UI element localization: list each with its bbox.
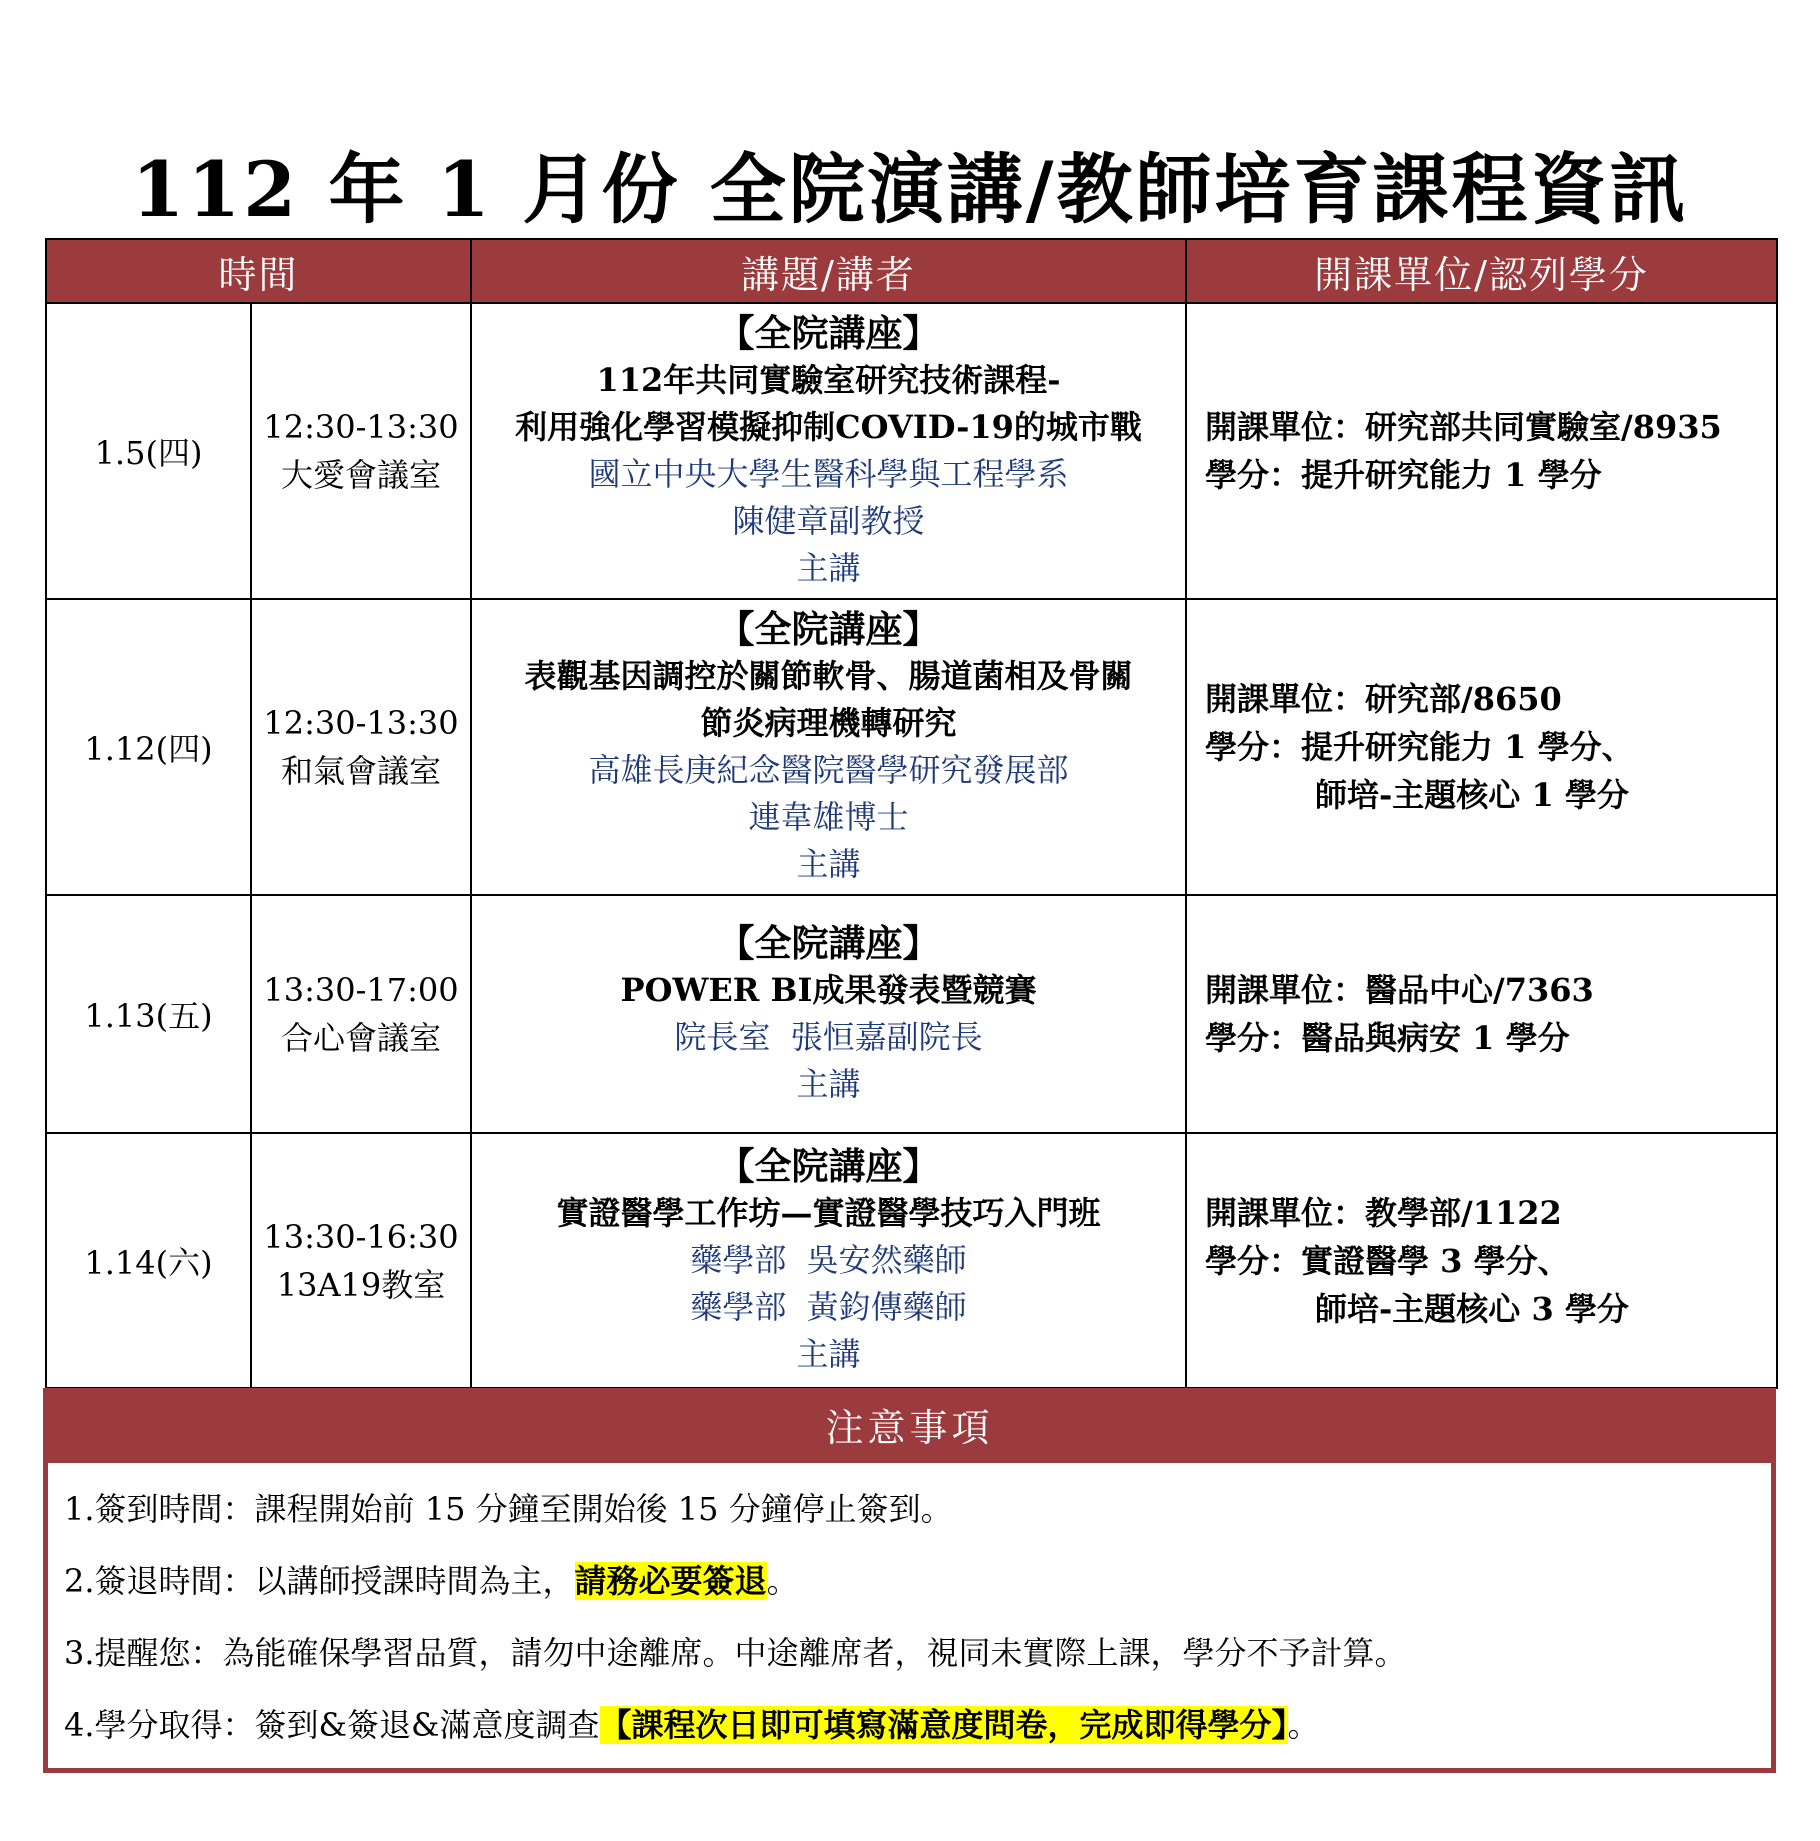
session-time: 13:30-17:00 (263, 971, 459, 1009)
session-topic-cell (471, 895, 1186, 1133)
session-speaker-line: 主講 (796, 1065, 861, 1103)
session-title-line: 實證醫學工作坊—實證醫學技巧入門班 (556, 1194, 1101, 1232)
note-item (64, 1545, 1771, 1617)
notes-panel (43, 1388, 1776, 1773)
session-date: 1.14(六) (46, 1133, 251, 1388)
session-unit-cell (1186, 895, 1777, 1133)
session-kind: 【全院講座】 (717, 921, 940, 965)
note-highlight: 請務必要簽退 (574, 1562, 767, 1600)
note-text: 4.學分取得：簽到&簽退&滿意度調查 (64, 1706, 600, 1744)
session-date: 1.13(五) (46, 895, 251, 1133)
session-unit: 開課單位：教學部/1122 (1205, 1193, 1562, 1232)
session-speaker-line: 主講 (796, 549, 861, 587)
session-kind: 【全院講座】 (717, 311, 940, 355)
session-speaker-line: 陳健章副教授 (732, 502, 925, 540)
note-suffix: 。 (1287, 1706, 1320, 1744)
session-unit-cell (1186, 599, 1777, 895)
session-speaker-line: 主講 (796, 1335, 861, 1373)
session-title-line: 112年共同實驗室研究技術課程- (596, 361, 1061, 399)
note-item (64, 1617, 1771, 1689)
table-header-row (46, 239, 1777, 303)
session-time: 12:30-13:30 (263, 408, 459, 446)
session-room: 和氣會議室 (281, 752, 442, 790)
session-credit-line: 學分：實證醫學 3 學分、 (1205, 1241, 1570, 1280)
session-unit: 開課單位：醫品中心/7363 (1205, 971, 1594, 1009)
session-unit-cell (1186, 1133, 1777, 1388)
session-credit-line: 學分：提升研究能力 1 學分、 (1205, 728, 1634, 766)
note-text: 1.簽到時間：課程開始前 15 分鐘至開始後 15 分鐘停止簽到。 (64, 1490, 953, 1528)
session-speaker-line: 藥學部 黃鈞傳藥師 (690, 1288, 967, 1326)
session-title-line: POWER BI成果發表暨競賽 (620, 971, 1037, 1009)
header-time: 時間 (46, 239, 471, 303)
session-room: 合心會議室 (281, 1019, 442, 1057)
notes-list (48, 1463, 1771, 1761)
session-kind: 【全院講座】 (717, 1144, 940, 1188)
session-speaker-line: 連韋雄博士 (748, 798, 909, 836)
note-item (64, 1473, 1771, 1545)
session-topic-cell (471, 303, 1186, 599)
note-text: 3.提醒您：為能確保學習品質，請勿中途離席。中途離席者，視同未實際上課，學分不予計算。 (64, 1634, 1407, 1672)
session-title-line: 節炎病理機轉研究 (700, 704, 957, 742)
session-unit: 開課單位：研究部共同實驗室/8935 (1205, 408, 1722, 446)
session-time-cell (251, 895, 471, 1133)
notes-heading: 注意事項 (48, 1393, 1771, 1463)
table-row (46, 303, 1777, 599)
schedule-table (45, 238, 1778, 1389)
session-speaker-line: 院長室 張恒嘉副院長 (674, 1018, 983, 1056)
session-credit-line: 學分：醫品與病安 1 學分 (1205, 1019, 1570, 1057)
table-row (46, 599, 1777, 895)
session-time-cell (251, 303, 471, 599)
session-time-cell (251, 599, 471, 895)
session-time: 12:30-13:30 (263, 704, 459, 742)
session-credit-line: 師培-主題核心 1 學分 (1315, 776, 1629, 814)
note-item (64, 1689, 1771, 1761)
session-title-line: 表觀基因調控於關節軟骨、腸道菌相及骨關 (524, 657, 1133, 695)
note-suffix: 。 (766, 1562, 799, 1600)
header-unit: 開課單位/認列學分 (1186, 239, 1777, 303)
session-date: 1.5(四) (46, 303, 251, 599)
note-highlight: 【課程次日即可填寫滿意度問卷，完成即得學分】 (599, 1706, 1288, 1744)
session-date: 1.12(四) (46, 599, 251, 895)
page-title: 112 年 1 月份 全院演講/教師培育課程資訊 (131, 145, 1689, 234)
session-credit-line: 師培-主題核心 3 學分 (1315, 1289, 1629, 1328)
session-room: 大愛會議室 (281, 456, 442, 494)
session-credit-line: 學分：提升研究能力 1 學分 (1205, 456, 1602, 494)
session-topic-cell (471, 599, 1186, 895)
session-unit: 開課單位：研究部/8650 (1205, 680, 1562, 718)
session-speaker-line: 高雄長庚紀念醫院醫學研究發展部 (588, 751, 1069, 789)
session-time: 13:30-16:30 (263, 1217, 459, 1256)
table-row (46, 1133, 1777, 1388)
session-speaker-line: 藥學部 吳安然藥師 (690, 1241, 967, 1279)
session-time-cell (251, 1133, 471, 1388)
session-speaker-line: 國立中央大學生醫科學與工程學系 (588, 455, 1069, 493)
session-unit-cell (1186, 303, 1777, 599)
session-title-line: 利用強化學習模擬抑制COVID-19的城市戰 (515, 408, 1142, 446)
table-row (46, 895, 1777, 1133)
header-topic: 講題/講者 (471, 239, 1186, 303)
session-topic-cell (471, 1133, 1186, 1388)
session-speaker-line: 主講 (796, 845, 861, 883)
session-kind: 【全院講座】 (717, 607, 940, 651)
session-room: 13A19教室 (276, 1265, 446, 1304)
note-text: 2.簽退時間：以講師授課時間為主， (64, 1562, 575, 1600)
